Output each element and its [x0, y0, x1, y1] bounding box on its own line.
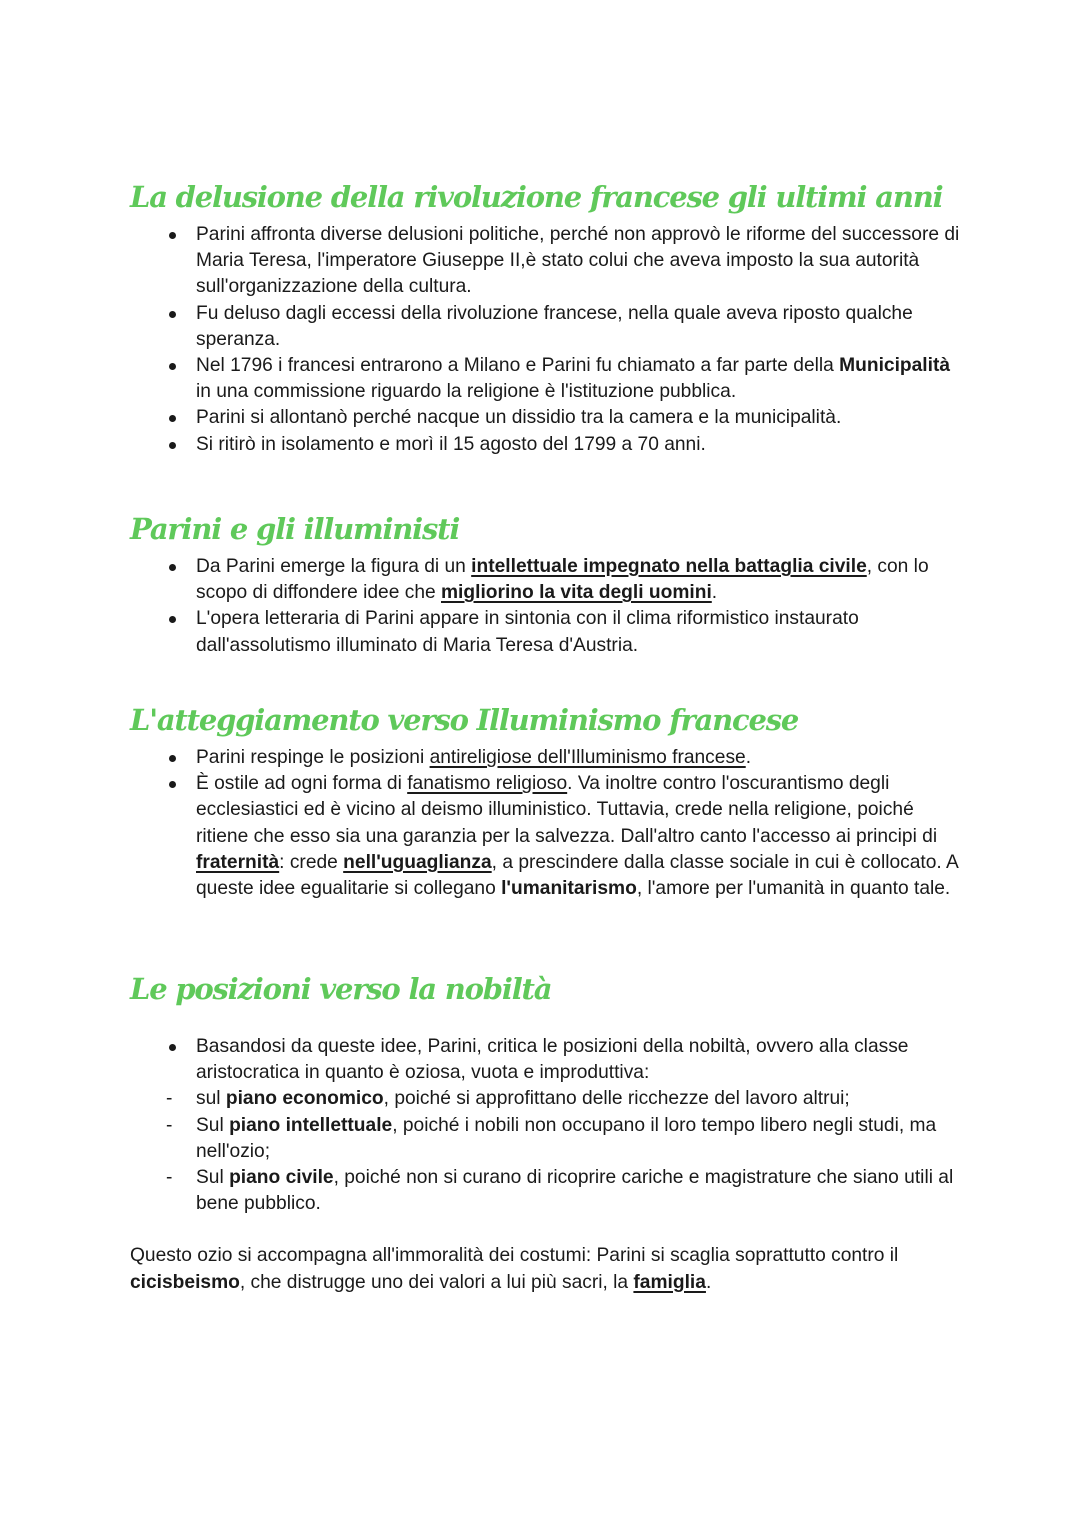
bullet-list	[130, 222, 960, 458]
bold-term: Municipalità	[839, 355, 951, 377]
bullet-list	[130, 554, 960, 659]
section-heading: L'atteggiamento verso Illuminismo francese	[130, 703, 799, 737]
list-item: Da Parini emerge la figura di un intellettuale impegnato nella battaglia civile, con lo scopo di diffondere idee che migliorino la vita degli uomini.	[130, 554, 960, 606]
bold-term: piano civile	[229, 1167, 334, 1189]
underlined-term: nell'uguaglianza	[343, 851, 492, 873]
list-item: - sul piano economico, poiché si approfittano delle ricchezze del lavoro altrui;	[130, 1086, 960, 1112]
closing-paragraph: Questo ozio si accompagna all'immoralità dei costumi: Parini si scaglia soprattutto contro il cicisbeismo, che distrugge uno dei valori a lui più sacri, la famiglia.	[130, 1245, 899, 1293]
list-item: Parini affronta diverse delusioni politiche, perché non approvò le riforme del successore di Maria Teresa, l'imperatore Giuseppe II,è stato colui che aveva imposto la sua autorità sull'organizzazione della cultura.	[130, 222, 960, 301]
section-heading: Le posizioni verso la nobiltà	[130, 972, 552, 1006]
underlined-term: antireligiose dell'Illuminismo francese	[429, 747, 746, 768]
bold-term: piano economico	[225, 1088, 384, 1110]
bold-term: piano intellettuale	[229, 1114, 393, 1136]
section-illuministi	[130, 510, 960, 659]
list-item: Si ritirò in isolamento e morì il 15 agosto del 1799 a 70 anni.	[130, 432, 960, 458]
list-item: Fu deluso dagli eccessi della rivoluzione francese, nella quale aveva riposto qualche speranza.	[130, 301, 960, 353]
underlined-term: famiglia	[633, 1271, 706, 1293]
bold-term: cicisbeismo	[130, 1271, 240, 1293]
section-heading: Parini e gli illuministi	[130, 512, 460, 546]
list-item: - Sul piano civile, poiché non si curano di ricoprire cariche e magistrature che siano utili al bene pubblico.	[130, 1165, 960, 1217]
list-item: Nel 1796 i francesi entrarono a Milano e Parini fu chiamato a far parte della Municipalità in una commissione riguardo la religione è l'istituzione pubblica.	[130, 353, 960, 405]
underlined-term: fraternità	[196, 851, 280, 873]
underlined-term: intellettuale impegnato nella battaglia civile	[471, 556, 867, 577]
list-item: Parini respinge le posizioni antireligiose dell'Illuminismo francese.	[130, 745, 960, 771]
bullet-list	[130, 1034, 960, 1217]
bold-term: l'umanitarismo	[501, 878, 637, 900]
section-nobilta	[130, 970, 960, 1296]
list-item: Basandosi da queste idee, Parini, critica le posizioni della nobiltà, ovvero alla classe aristocratica in quanto è oziosa, vuota e improduttiva:	[130, 1034, 960, 1086]
list-item: L'opera letteraria di Parini appare in sintonia con il clima riformistico instaurato dall'assolutismo illuminato di Maria Teresa d'Austria.	[130, 606, 960, 658]
bullet-list	[130, 745, 960, 902]
list-item: Parini si allontanò perché nacque un dissidio tra la camera e la municipalità.	[130, 405, 960, 431]
underlined-term: migliorino la vita degli uomini	[441, 582, 712, 604]
underlined-term: fanatismo religioso	[407, 773, 568, 795]
list-item: È ostile ad ogni forma di fanatismo religioso. Va inoltre contro l'oscurantismo degli ecclesiastici ed è vicino al deismo illuministico. Tuttavia, crede nella religione, poiché ritiene che esso sia una garanzia per la salvezza. Dall'altro canto l'accesso ai principi di fraternità: crede nell'uguaglianza, a prescindere dalla classe sociale in cui è collocato. A queste idee egualitarie si collegano l'umanitarismo, l'amore per l'umanità in quanto tale.	[130, 771, 960, 902]
list-item: - Sul piano intellettuale, poiché i nobili non occupano il loro tempo libero negli studi, ma nell'ozio;	[130, 1113, 960, 1165]
section-heading: La delusione della rivoluzione francese gli ultimi anni	[130, 180, 943, 214]
section-rivoluzione	[130, 178, 960, 458]
section-atteggiamento	[130, 701, 960, 902]
